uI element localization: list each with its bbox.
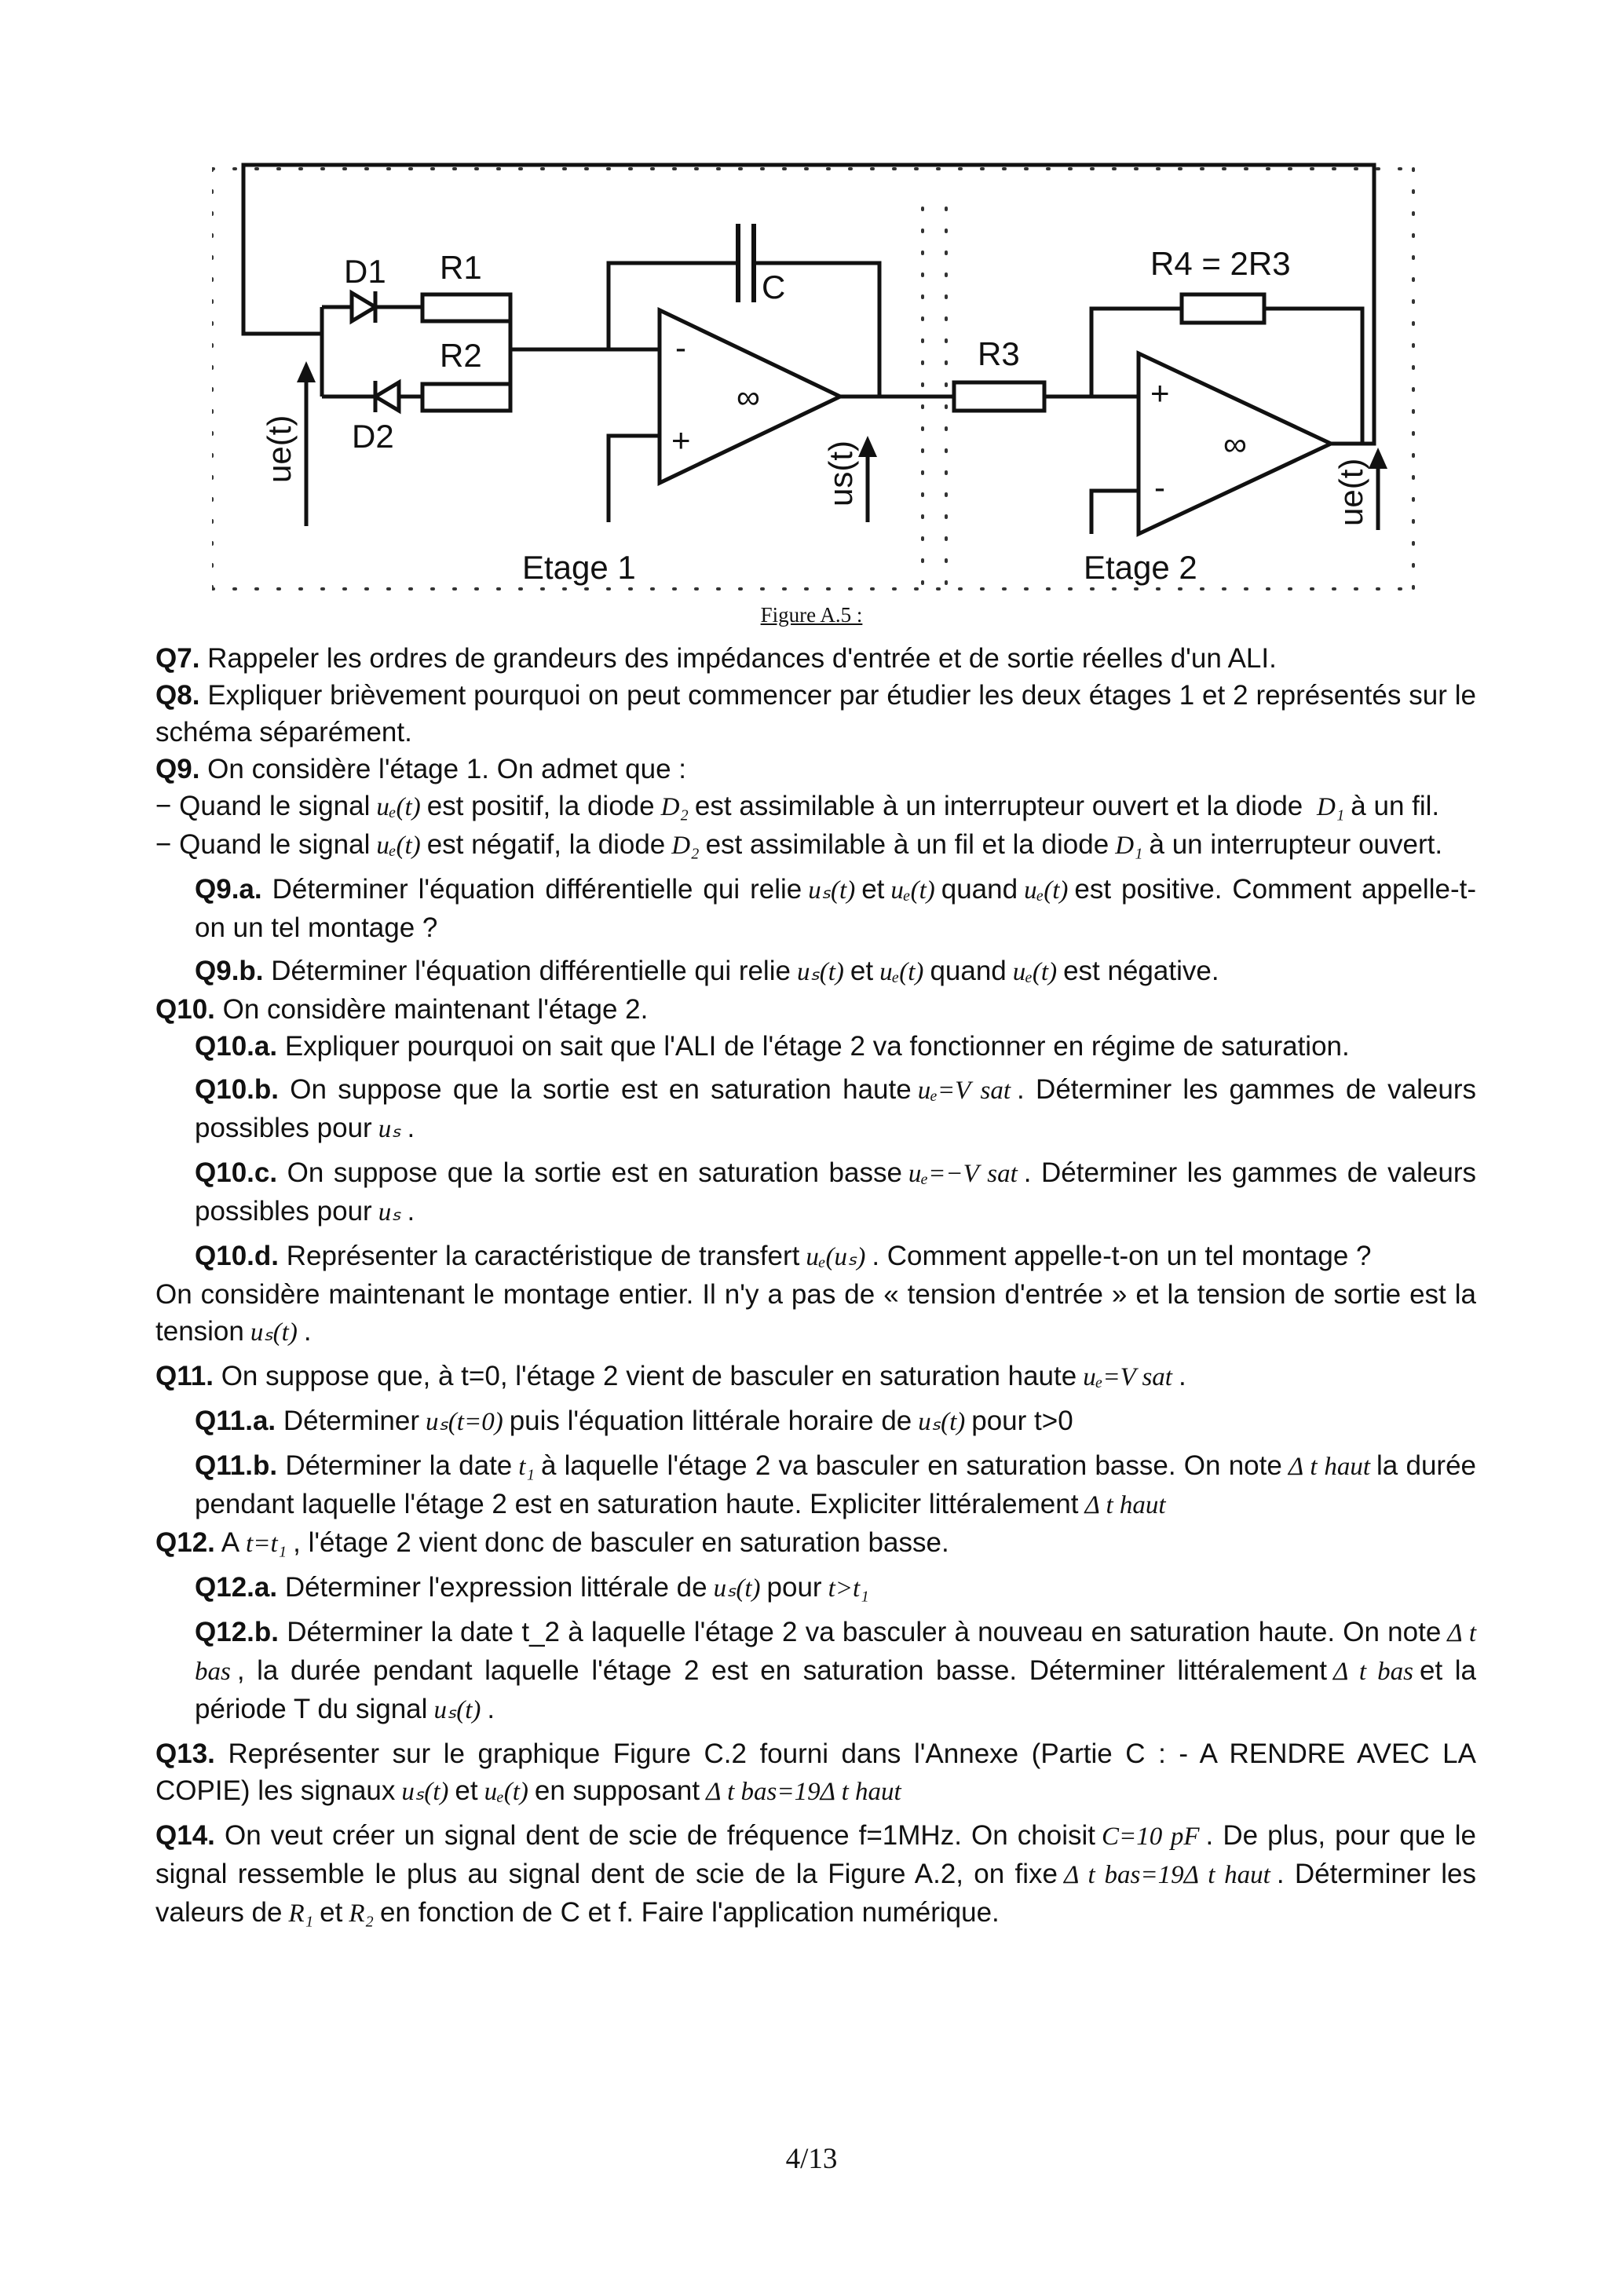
diode-d1-symbol — [352, 291, 422, 323]
opamp-2-infinity: ∞ — [1223, 426, 1247, 462]
label-etage-1: Etage 1 — [522, 549, 636, 586]
opamp-1-minus: - — [675, 329, 686, 366]
circuit-figure — [212, 153, 1421, 601]
q9-case-positive: − Quand le signal uₑ(t) est positif, la diode D₂ est assimilable à un interrupteur ouvert et la diode D₁ à un fil. — [155, 791, 1440, 821]
q13: Q13. Représenter sur le graphique Figure C.2 fourni dans l'Annexe (Partie C : - A RENDRE AVEC LA COPIE) les signaux uₛ(t) et uₑ(t) en supposant Δ t bas=19Δ t haut — [155, 1738, 1476, 1806]
resistor-r1-symbol — [422, 294, 510, 321]
label-us: us(t) — [822, 441, 859, 506]
questions-text — [155, 640, 1476, 1932]
capacitor-c-symbol — [738, 224, 754, 302]
q7: Q7. Rappeler les ordres de grandeurs des impédances d'entrée et de sortie réelles d'un ALI. — [155, 643, 1277, 674]
figure-caption: Figure A.5 : — [760, 603, 863, 627]
opamp-2-plus: + — [1150, 375, 1170, 411]
q8: Q8. Expliquer brièvement pourquoi on peut commencer par étudier les deux étages 1 et 2 représentés sur le schéma séparément. — [155, 680, 1476, 748]
label-d1: D1 — [344, 253, 386, 290]
q10c: Q10.c. On suppose que la sortie est en saturation basse uₑ=−V sat . Déterminer les gammes de valeurs possibles pour uₛ . — [195, 1157, 1477, 1227]
q11a: Q11.a. Déterminer uₛ(t=0) puis l'équation littérale horaire de uₛ(t) pour t>0 — [195, 1406, 1073, 1436]
q9a: Q9.a. Déterminer l'équation différentielle qui relie uₛ(t) et uₑ(t) quand uₑ(t) est positive. Comment appelle-t-on un tel montage ? — [195, 874, 1476, 943]
label-ue-left: ue(t) — [261, 415, 298, 483]
q12b: Q12.b. Déterminer la date t_2 à laquelle l'étage 2 va basculer à nouveau en saturation haute. On note Δ t bas , la durée pendant laquelle l'étage 2 est en saturation basse. Déterminer littéralement Δ t bas et la période T du signal uₛ(t) . — [195, 1617, 1476, 1724]
label-c: C — [762, 269, 786, 305]
opamp-2-minus: - — [1154, 469, 1165, 506]
label-etage-2: Etage 2 — [1084, 549, 1197, 586]
q12a: Q12.a. Déterminer l'expression littérale de uₛ(t) pour t>t₁ — [195, 1572, 869, 1603]
q10b: Q10.b. On suppose que la sortie est en saturation haute uₑ=V sat . Déterminer les gammes de valeurs possibles pour uₛ . — [195, 1074, 1476, 1143]
opamp-1-infinity: ∞ — [737, 378, 760, 415]
label-r1: R1 — [440, 249, 482, 286]
label-d2: D2 — [352, 418, 394, 455]
intro-montage-entier: On considère maintenant le montage entier. Il n'y a pas de « tension d'entrée » et la tension de sortie est la tension uₛ(t) . — [155, 1279, 1476, 1347]
q11b: Q11.b. Déterminer la date t₁ à laquelle l'étage 2 va basculer en saturation basse. On note Δ t haut la durée pendant laquelle l'étage 2 est en saturation haute. Expliciter littéralement Δ t haut — [195, 1450, 1477, 1519]
diode-d2-symbol — [375, 381, 422, 412]
q9b: Q9.b. Déterminer l'équation différentielle qui relie uₛ(t) et uₑ(t) quand uₑ(t) est négative. — [195, 956, 1219, 986]
q12: Q12. A t=t₁ , l'étage 2 vient donc de basculer en saturation basse. — [155, 1527, 949, 1558]
opamp-1-plus: + — [671, 422, 691, 459]
resistor-r4-symbol — [1182, 294, 1264, 323]
q9-case-negative: − Quand le signal uₑ(t) est négatif, la diode D₂ est assimilable à un fil et la diode D₁ à un interrupteur ouvert. — [155, 829, 1443, 860]
q11: Q11. On suppose que, à t=0, l'étage 2 vient de basculer en saturation haute uₑ=V sat . — [155, 1361, 1186, 1391]
resistor-r3-symbol — [954, 382, 1044, 411]
q10a: Q10.a. Expliquer pourquoi on sait que l'ALI de l'étage 2 va fonctionner en régime de saturation. — [195, 1031, 1350, 1062]
label-r3: R3 — [978, 335, 1020, 372]
q9: Q9. On considère l'étage 1. On admet que : — [155, 754, 686, 784]
dotted-frame — [212, 169, 1413, 589]
label-ue-right: ue(t) — [1332, 458, 1369, 526]
resistor-r2-symbol — [422, 384, 510, 411]
q14: Q14. On veut créer un signal dent de scie de fréquence f=1MHz. On choisit C=10 pF . De plus, pour que le signal ressemble le plus au signal dent de scie de la Figure A.2, on fixe Δ t bas=19Δ t haut . Déterminer les valeurs de R₁ et R₂ en fonction de C et f. Faire l'application numérique. — [155, 1820, 1476, 1928]
q10d: Q10.d. Représenter la caractéristique de transfert uₑ(uₛ) . Comment appelle-t-on un tel montage ? — [195, 1241, 1372, 1271]
q10: Q10. On considère maintenant l'étage 2. — [155, 994, 649, 1025]
label-r4: R4 = 2R3 — [1150, 245, 1291, 282]
page-number: 4/13 — [785, 2143, 838, 2175]
label-r2: R2 — [440, 337, 482, 374]
